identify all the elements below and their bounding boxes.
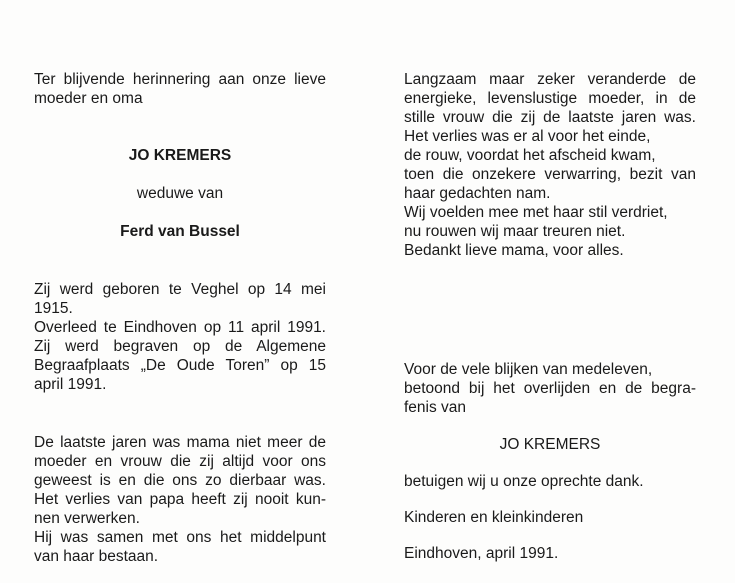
thanks-intro <box>404 360 696 417</box>
deceased-name: JO KREMERS <box>128 147 232 164</box>
bio-line: Begraafplaats „De Oude Toren” op 15 <box>34 357 326 374</box>
opening-line-1: Ter blijvende herinnering aan onze lieve <box>34 71 326 88</box>
poem-line: Het verlies was er al voor het einde, <box>404 128 651 145</box>
memory-line: moeder en vrouw die zij altijd voor ons <box>34 453 326 470</box>
spouse-name: Ferd van Bussel <box>120 223 240 240</box>
biography <box>34 280 326 394</box>
poem-line: Langzaam maar zeker veranderde de <box>404 71 696 88</box>
poem <box>404 70 696 260</box>
poem-line: haar gedachten nam. <box>404 185 551 202</box>
bio-line: Zij werd geboren te Veghel op 14 mei <box>34 281 326 298</box>
memory-line: De laatste jaren was mama niet meer de <box>34 434 326 451</box>
poem-line: nu rouwen wij maar treuren niet. <box>404 223 626 240</box>
thanks-intro-line: Voor de vele blijken van medeleven, <box>404 361 653 378</box>
poem-line: energieke, levenslustige moeder, in de <box>404 90 696 107</box>
memory-line: Hij was samen met ons het middelpunt <box>34 529 326 546</box>
memory-paragraph <box>34 433 326 566</box>
right-column <box>404 70 696 563</box>
poem-line: Bedankt lieve mama, voor alles. <box>404 242 624 259</box>
thanks-intro-line: fenis van <box>404 399 467 416</box>
memory-line: Het verlies van papa heeft zij nooit kun- <box>34 491 326 508</box>
thanks-intro-line: betoond bij het overlijden en de begra- <box>404 380 696 397</box>
poem-line: toen die onzekere verwarring, bezit van <box>404 166 696 183</box>
bio-line: Overleed te Eindhoven op 11 april 1991. <box>34 319 326 336</box>
poem-line: stille vrouw die zij de laatste jaren was. <box>404 109 696 126</box>
widow-of-label: weduwe van <box>136 185 224 202</box>
deceased-name-repeat: JO KREMERS <box>499 436 601 453</box>
memory-line: van haar bestaan. <box>34 548 159 565</box>
memory-line: geweest is en die ons zo dierbaar was. <box>34 472 326 489</box>
poem-line: de rouw, voordat het afscheid kwam, <box>404 147 656 164</box>
poem-line: Wij voelden mee met haar stil verdriet, <box>404 204 668 221</box>
opening-line-2: moeder en oma <box>34 90 143 107</box>
thanks-line: betuigen wij u onze oprechte dank. <box>404 473 644 490</box>
place-date: Eindhoven, april 1991. <box>404 545 559 562</box>
bio-line: Zij werd begraven op de Algemene <box>34 338 326 355</box>
bio-line: 1915. <box>34 300 73 317</box>
memory-line: nen verwerken. <box>34 510 140 527</box>
left-column <box>34 70 326 566</box>
bio-line: april 1991. <box>34 376 107 393</box>
signature: Kinderen en kleinkinderen <box>404 509 584 526</box>
